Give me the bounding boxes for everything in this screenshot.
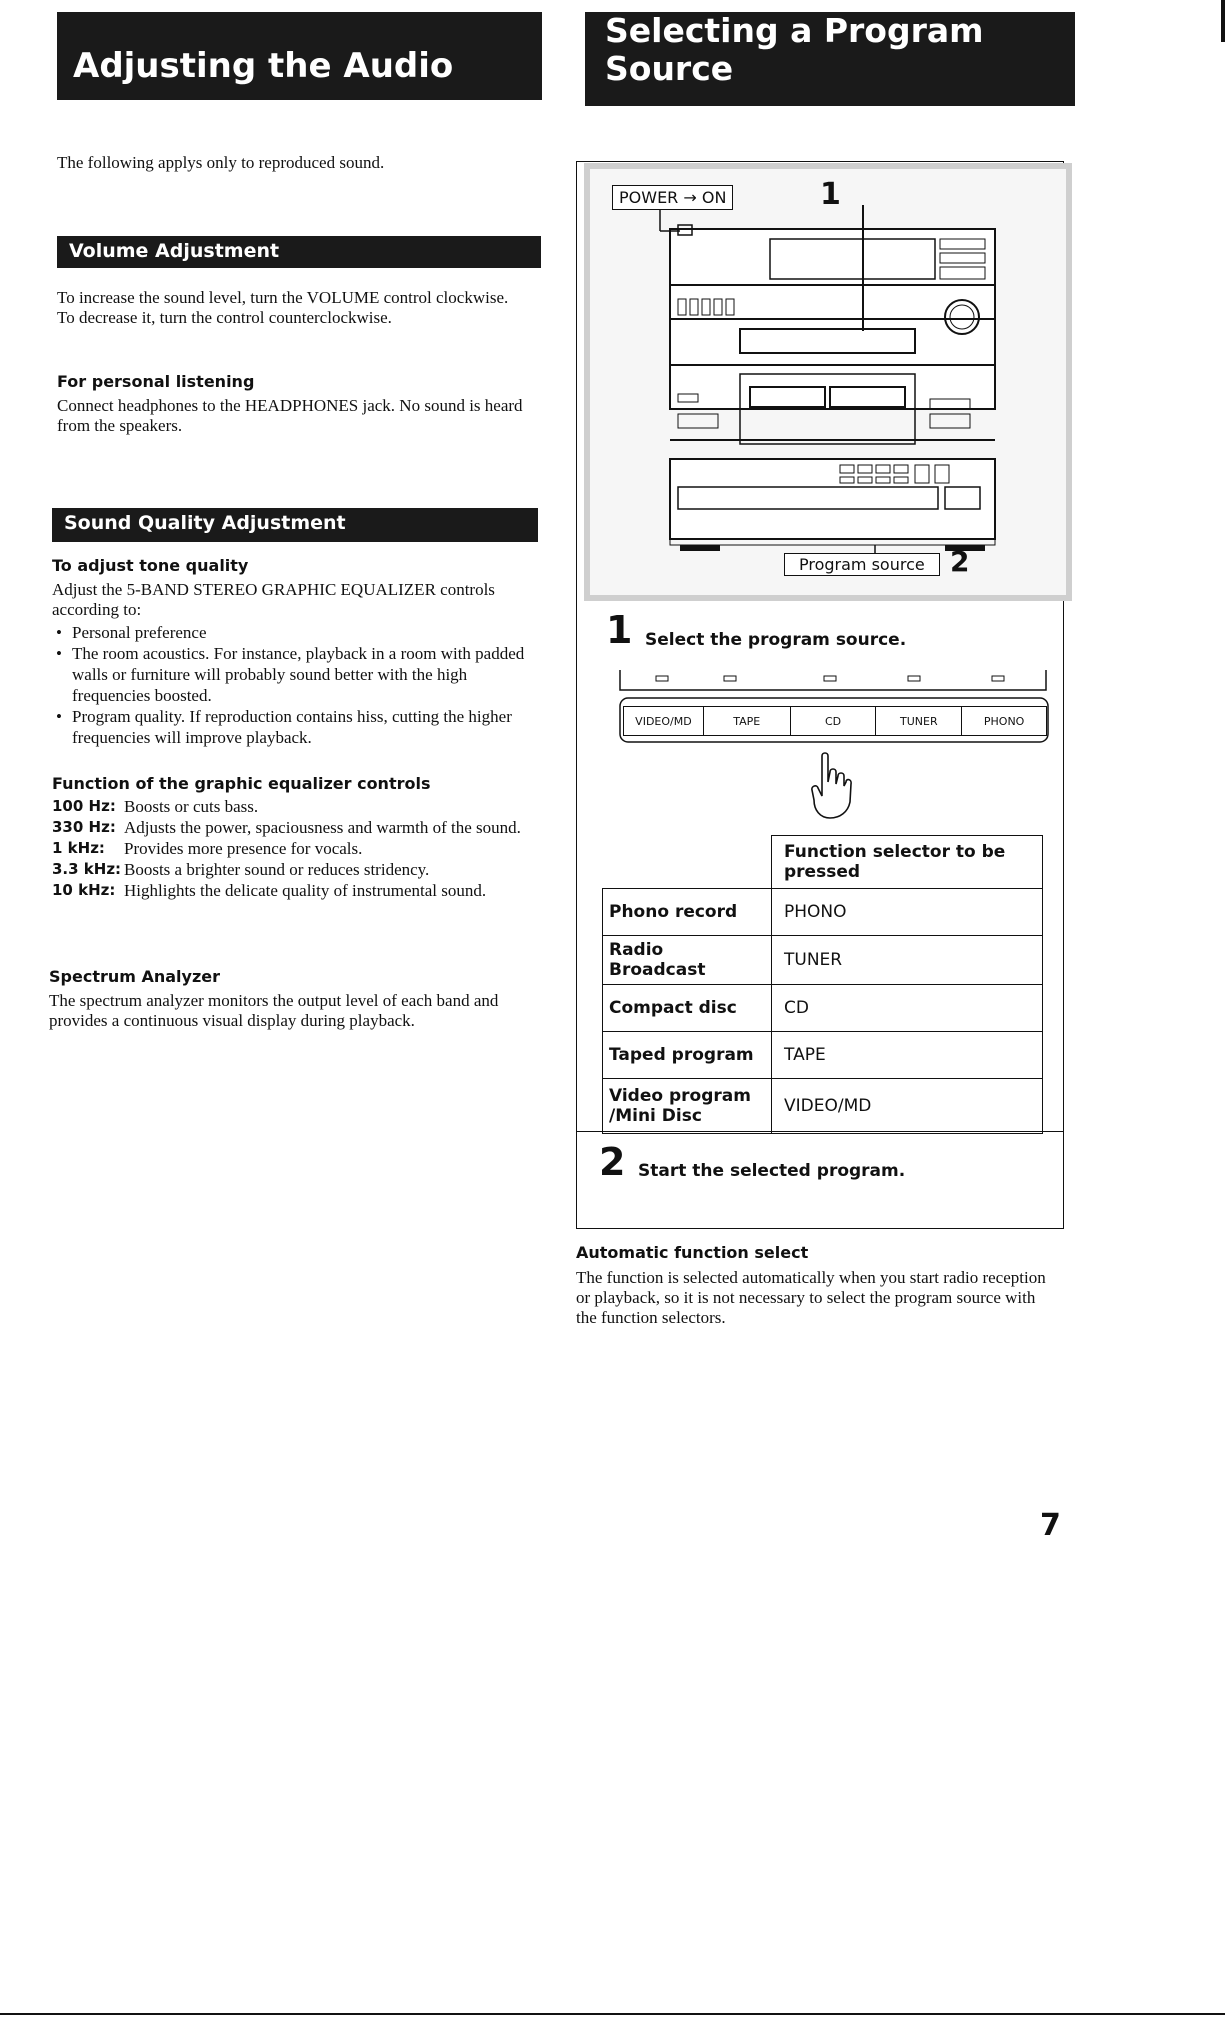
eq-band: 10 kHz:	[52, 881, 116, 899]
right-page-title-line1: Selecting a Program	[605, 11, 984, 50]
eq-desc: Highlights the delicate quality of instrumental sound.	[124, 881, 487, 900]
table-header-empty	[603, 836, 772, 889]
callout-2: 2	[950, 545, 970, 578]
selector-tuner-button[interactable]: TUNER	[876, 707, 962, 735]
eq-list	[52, 796, 542, 901]
volume-line-increase: To increase the sound level, turn the VOLUME control clockwise.	[57, 288, 509, 307]
volume-line-decrease: To decrease it, turn the control counterclockwise.	[57, 308, 392, 327]
bullet-item: • The room acoustics. For instance, playback in a room with padded walls or furniture will probably sound better with the high frequencies boosted.	[52, 643, 542, 706]
tone-quality-text: Adjust the 5-BAND STEREO GRAPHIC EQUALIZER controls according to:	[52, 580, 495, 619]
power-on-label: POWER → ON	[612, 185, 733, 210]
step2-number: 2	[599, 1140, 626, 1184]
eq-row	[52, 859, 542, 880]
table-row	[603, 936, 1043, 985]
eq-row	[52, 838, 542, 859]
program-source-label: Program source	[784, 553, 940, 576]
table-header: Function selector to be pressed	[772, 836, 1043, 889]
table-selector-cell: TUNER	[772, 936, 1043, 985]
table-row	[603, 1079, 1043, 1134]
personal-listening-text: Connect headphones to the HEADPHONES jack. No sound is heard from the speakers.	[57, 396, 523, 435]
selector-cd-button[interactable]: CD	[791, 707, 877, 735]
auto-function-heading: Automatic function select	[576, 1243, 809, 1262]
spectrum-heading: Spectrum Analyzer	[49, 967, 221, 986]
eq-band: 100 Hz:	[52, 797, 116, 815]
table-selector-cell: CD	[772, 985, 1043, 1032]
eq-band: 3.3 kHz:	[52, 860, 122, 878]
pointing-hand-icon	[808, 752, 854, 822]
eq-desc: Boosts or cuts bass.	[124, 797, 259, 816]
table-selector-cell: TAPE	[772, 1032, 1043, 1079]
volume-heading: Volume Adjustment	[57, 236, 541, 268]
step2-text: Start the selected program.	[638, 1161, 906, 1181]
edge-mark	[1221, 0, 1225, 42]
eq-desc: Boosts a brighter sound or reduces stridency.	[124, 860, 430, 879]
callout-1: 1	[820, 177, 841, 212]
stereo-system-illustration	[590, 169, 1066, 595]
table-row	[603, 1032, 1043, 1079]
step-divider	[576, 1131, 1064, 1132]
right-page-title-bar	[585, 12, 1075, 106]
sound-quality-heading: Sound Quality Adjustment	[52, 508, 538, 542]
selector-videomd-button[interactable]: VIDEO/MD	[624, 707, 704, 735]
personal-listening-heading: For personal listening	[57, 372, 255, 391]
selector-tape-button[interactable]: TAPE	[704, 707, 791, 735]
eq-row	[52, 880, 542, 901]
program-source-table	[602, 835, 1043, 1134]
eq-row	[52, 817, 542, 838]
table-row	[603, 985, 1043, 1032]
spectrum-text: The spectrum analyzer monitors the output level of each band and provides a continuous visual display during playback.	[49, 991, 499, 1030]
eq-band: 330 Hz:	[52, 818, 116, 836]
table-source-cell: Radio Broadcast	[603, 936, 772, 985]
tone-quality-heading: To adjust tone quality	[52, 556, 249, 575]
table-selector-cell: PHONO	[772, 889, 1043, 936]
tone-bullet-list	[52, 622, 542, 748]
eq-desc: Provides more presence for vocals.	[124, 839, 363, 858]
eq-desc: Adjusts the power, spaciousness and warmth of the sound.	[124, 818, 521, 837]
table-header-row	[603, 836, 1043, 889]
selector-buttons	[623, 706, 1047, 736]
eq-heading: Function of the graphic equalizer controls	[52, 774, 431, 793]
bullet-item: • Program quality. If reproduction contains hiss, cutting the higher frequencies will improve playback.	[52, 706, 542, 748]
stereo-figure	[584, 163, 1072, 601]
right-page-title-line2: Source	[605, 49, 734, 88]
auto-function-text: The function is selected automatically when you start radio reception or playback, so it is not necessary to select the program source with the function selectors.	[576, 1268, 1046, 1327]
eq-row	[52, 796, 542, 817]
step1-number: 1	[606, 608, 633, 652]
table-source-cell: Compact disc	[603, 985, 772, 1032]
table-row	[603, 889, 1043, 936]
selector-panel	[618, 670, 1050, 750]
intro-text: The following applys only to reproduced sound.	[57, 153, 385, 172]
left-page-title: Adjusting the Audio	[73, 46, 454, 86]
selector-phono-button[interactable]: PHONO	[983, 714, 1025, 728]
step1-text: Select the program source.	[645, 630, 907, 650]
bullet-item: • Personal preference	[52, 622, 542, 643]
bottom-edge-line	[0, 2013, 1225, 2015]
table-selector-cell: VIDEO/MD	[772, 1079, 1043, 1134]
table-source-cell: Taped program	[603, 1032, 772, 1079]
left-page-title-bar	[57, 12, 542, 100]
eq-band: 1 kHz:	[52, 839, 105, 857]
table-source-cell: Video program /Mini Disc	[603, 1079, 772, 1134]
page-number: 7	[1040, 1508, 1061, 1543]
volume-text	[57, 288, 527, 328]
table-source-cell: Phono record	[603, 889, 772, 936]
